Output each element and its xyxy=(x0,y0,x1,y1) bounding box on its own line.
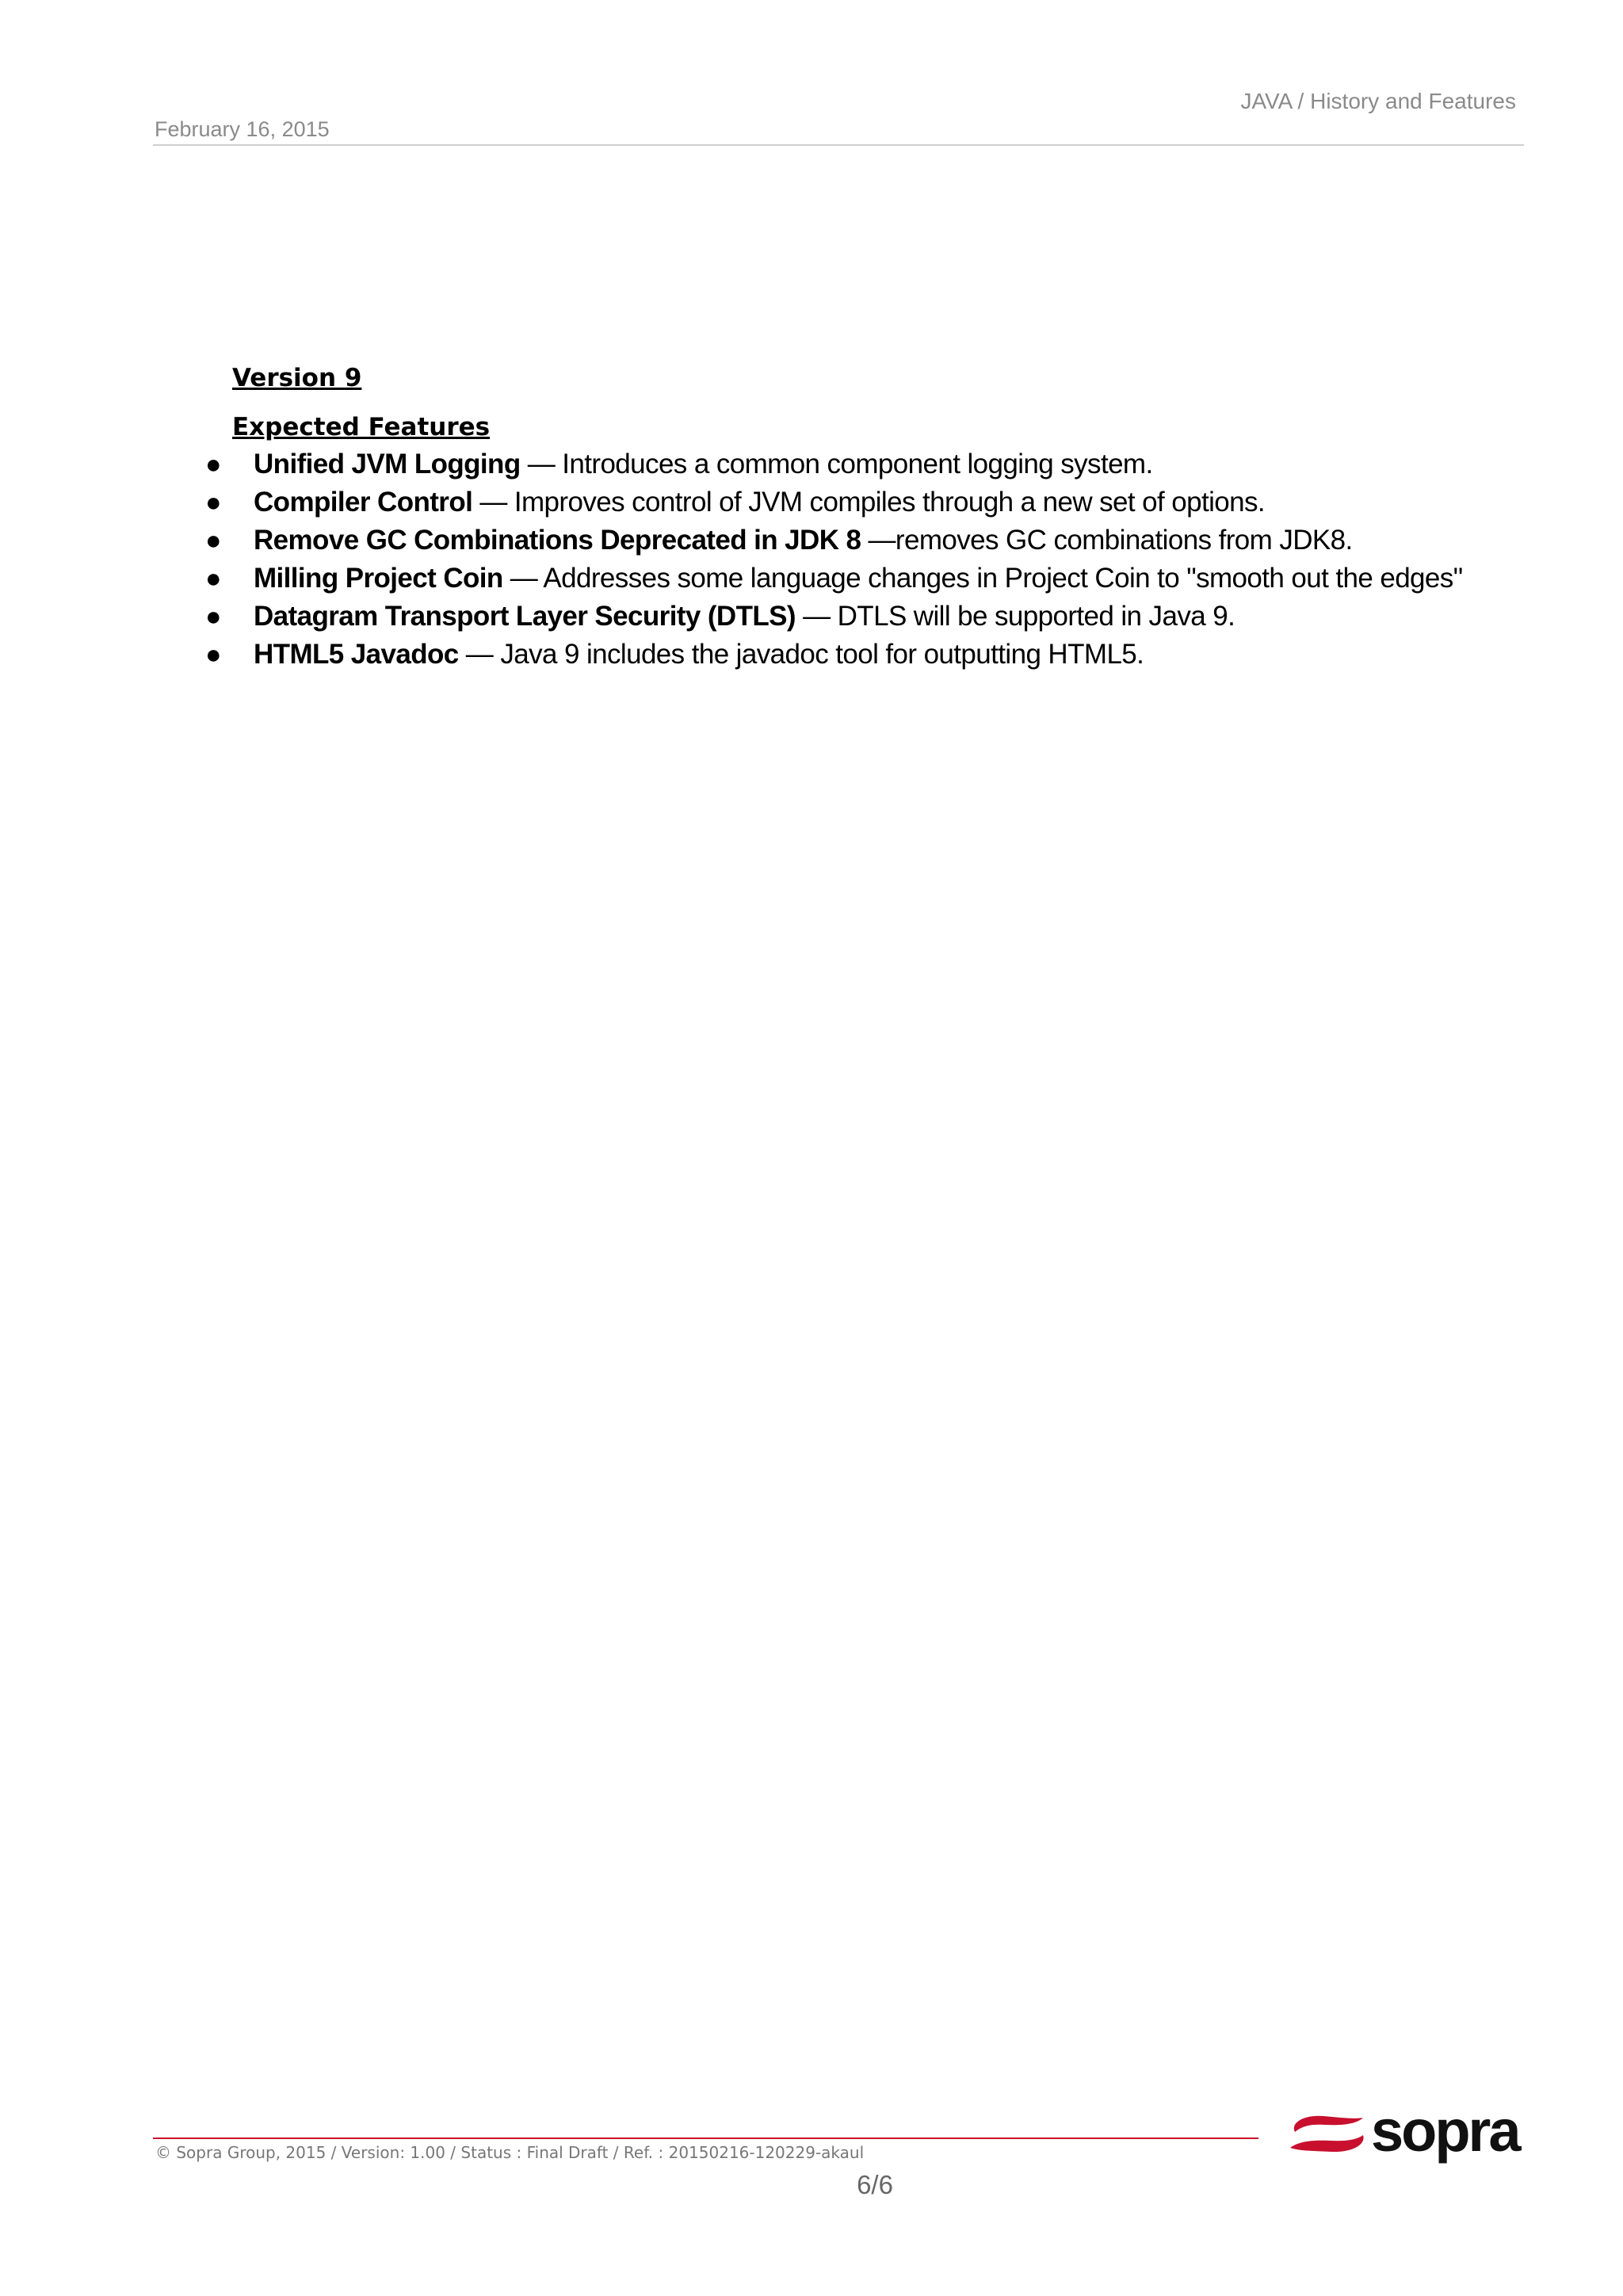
feature-desc: — Improves control of JVM compiles through a new set of options. xyxy=(472,487,1266,518)
header-title: JAVA / History and Features xyxy=(1240,89,1516,113)
feature-name: HTML5 Javadoc xyxy=(254,639,459,670)
features-heading: Expected Features xyxy=(232,413,491,441)
list-item xyxy=(200,598,1548,636)
feature-desc: — Java 9 includes the javadoc tool for outputting HTML5. xyxy=(458,639,1144,670)
footer-divider xyxy=(153,2137,1258,2139)
version-heading: Version 9 xyxy=(232,364,362,392)
bullet-icon: ● xyxy=(205,487,221,518)
header-date: February 16, 2015 xyxy=(155,117,330,141)
list-item xyxy=(200,560,1548,598)
page-number: 6/6 xyxy=(857,2170,893,2199)
feature-desc: —removes GC combinations from JDK8. xyxy=(861,525,1353,556)
feature-list xyxy=(200,445,1548,674)
main-content xyxy=(200,358,1548,674)
page-header xyxy=(153,86,1524,146)
feature-desc: — DTLS will be supported in Java 9. xyxy=(795,601,1235,632)
feature-desc: — Introduces a common component logging system. xyxy=(520,449,1153,479)
bullet-icon: ● xyxy=(205,563,221,594)
bullet-icon: ● xyxy=(205,525,221,556)
feature-name: Unified JVM Logging xyxy=(254,449,521,479)
feature-name: Milling Project Coin xyxy=(254,563,503,594)
bullet-icon: ● xyxy=(205,640,221,670)
bullet-icon: ● xyxy=(205,449,221,479)
footer-copyright: © Sopra Group, 2015 / Version: 1.00 / Status : Final Draft / Ref. : 20150216-120229-akaul xyxy=(155,2143,865,2162)
list-item xyxy=(200,445,1548,483)
logo-wordmark: sopra xyxy=(1371,2098,1519,2164)
feature-name: Datagram Transport Layer Security (DTLS) xyxy=(254,601,796,632)
list-item xyxy=(200,636,1548,674)
list-item xyxy=(200,483,1548,521)
feature-desc: — Addresses some language changes in Project Coin to "smooth out the edges" xyxy=(502,563,1463,594)
sopra-swoosh-icon xyxy=(1284,2099,1371,2170)
bullet-icon: ● xyxy=(205,602,221,632)
feature-name: Compiler Control xyxy=(254,487,473,518)
feature-name: Remove GC Combinations Deprecated in JDK 8 xyxy=(254,525,861,556)
sopra-logo xyxy=(1284,2099,1529,2170)
list-item xyxy=(200,521,1548,560)
